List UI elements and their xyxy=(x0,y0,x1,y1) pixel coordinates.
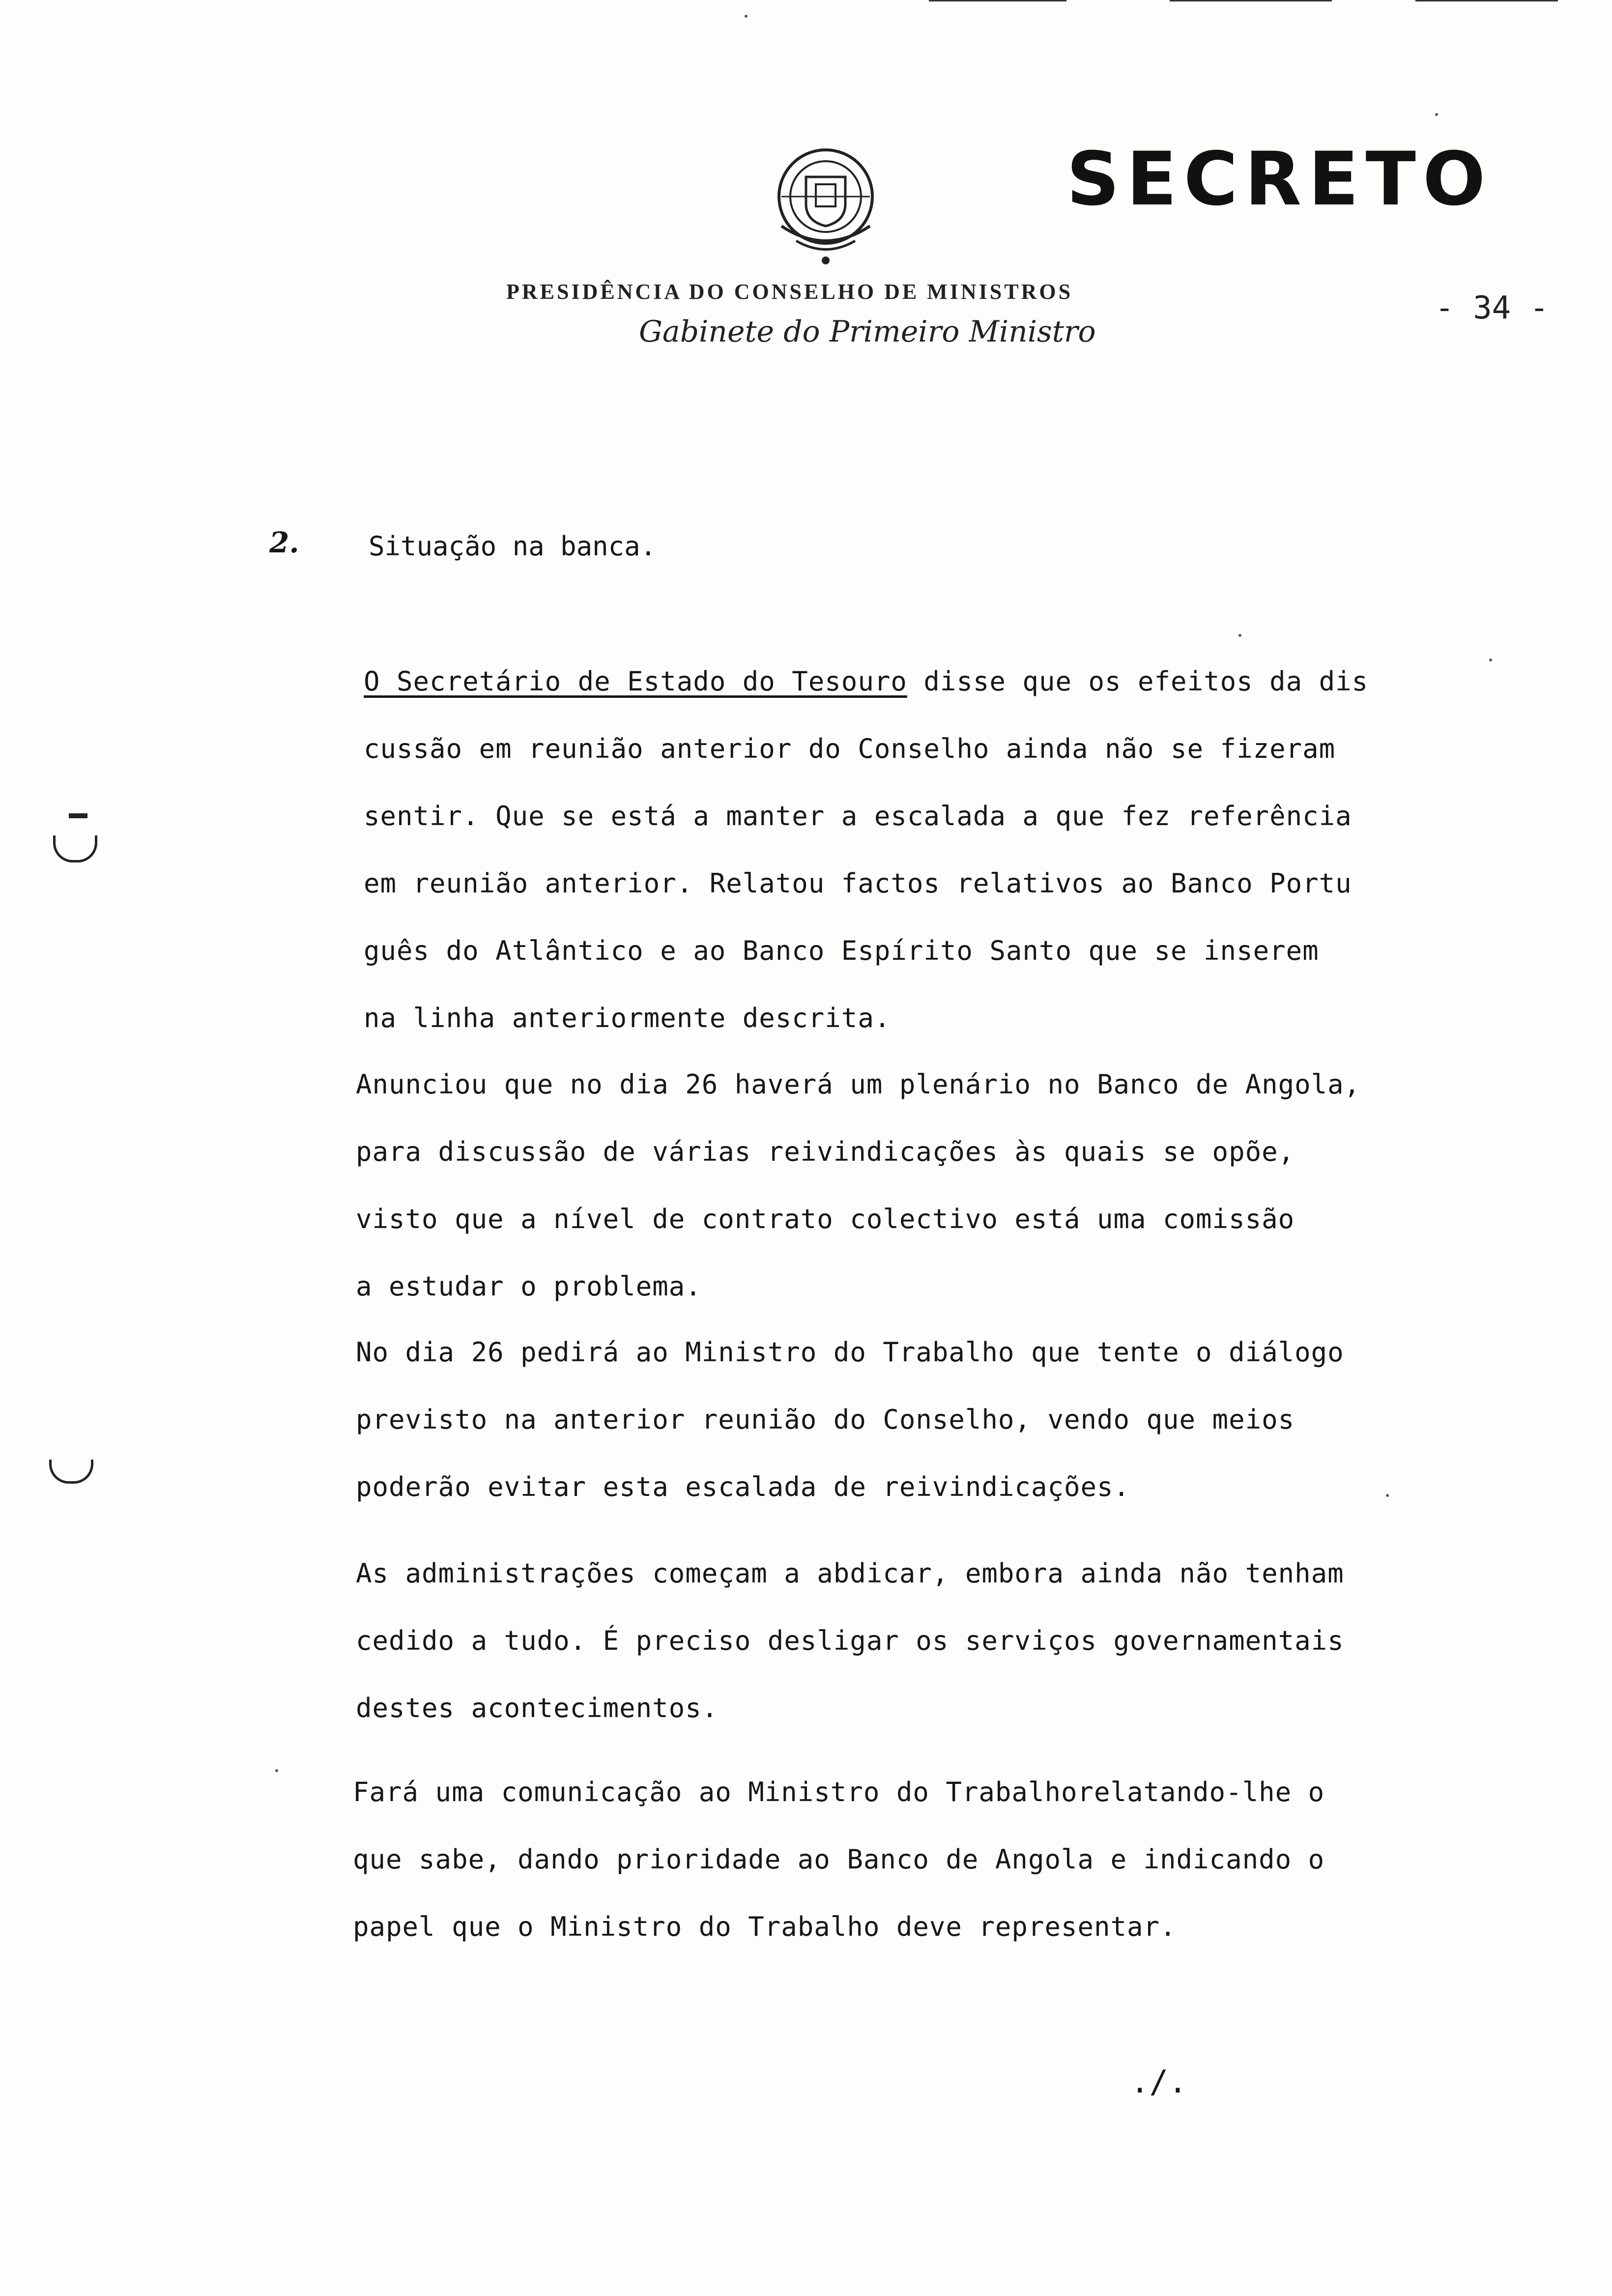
section-number: 2. xyxy=(269,526,299,559)
paragraph-1 xyxy=(364,668,1494,1072)
scan-edge-line xyxy=(929,0,1066,1)
margin-punch-mark xyxy=(49,1460,93,1484)
text-line: No dia 26 pedirá ao Ministro do Trabalho que tente o diálogo xyxy=(356,1337,1344,1368)
subject-name: O Secretário de Estado do Tesouro xyxy=(364,666,907,697)
text-line: para discussão de várias reivindicações às quais se opõe, xyxy=(356,1136,1295,1167)
scan-edge-line xyxy=(1170,0,1332,1)
text-line: As administrações começam a abdicar, embora ainda não tenham xyxy=(356,1558,1344,1589)
continuation-mark: ./. xyxy=(1130,2064,1187,2100)
text-line xyxy=(364,668,1494,736)
text-span: disse que os efeitos da dis xyxy=(907,666,1369,697)
coat-of-arms-seal-icon xyxy=(767,143,885,275)
office-subtitle: Gabinete do Primeiro Ministro xyxy=(639,315,1096,349)
classification-stamp: SECRETO xyxy=(1066,137,1493,222)
text-line: Fará uma comunicação ao Ministro do Trabalhorelatando-lhe o xyxy=(353,1777,1325,1808)
scan-speck xyxy=(1238,634,1241,637)
text-line: em reunião anterior. Relatou factos relativos ao Banco Portu xyxy=(364,868,1352,899)
scan-speck xyxy=(275,1769,278,1772)
paragraph-3 xyxy=(356,1339,1511,1541)
text-line: na linha anteriormente descrita. xyxy=(364,1003,891,1033)
text-line: sentir. Que se está a manter a escalada a que fez referência xyxy=(364,801,1352,832)
section-title: Situação na banca. xyxy=(369,531,657,562)
paragraph-5 xyxy=(353,1779,1508,1981)
scan-edge-line xyxy=(1415,0,1558,1)
page-number: - 34 - xyxy=(1435,290,1549,326)
text-line: que sabe, dando prioridade ao Banco de Angola e indicando o xyxy=(353,1844,1325,1875)
text-line: guês do Atlântico e ao Banco Espírito Santo que se inserem xyxy=(364,935,1319,966)
text-line: Anunciou que no dia 26 haverá um plenário no Banco de Angola, xyxy=(356,1069,1361,1100)
scan-speck xyxy=(745,15,748,18)
scan-speck xyxy=(1435,113,1438,116)
text-line: cussão em reunião anterior do Conselho ainda não se fizeram xyxy=(364,733,1336,764)
scan-speck xyxy=(1489,659,1492,661)
text-line: previsto na anterior reunião do Conselho, vendo que meios xyxy=(356,1404,1295,1435)
paragraph-4 xyxy=(356,1560,1511,1762)
text-line: a estudar o problema. xyxy=(356,1271,702,1302)
office-heading: PRESIDÊNCIA DO CONSELHO DE MINISTROS xyxy=(506,280,1073,304)
margin-dash-mark xyxy=(69,813,87,818)
text-line: destes acontecimentos. xyxy=(356,1693,719,1723)
text-line: papel que o Ministro do Trabalho deve representar. xyxy=(353,1911,1177,1942)
text-line: cedido a tudo. É preciso desligar os serviços governamentais xyxy=(356,1625,1344,1656)
paragraph-2 xyxy=(356,1071,1511,1341)
text-line: visto que a nível de contrato colectivo está uma comissão xyxy=(356,1204,1295,1234)
text-line: poderão evitar esta escalada de reivindicações. xyxy=(356,1471,1130,1502)
margin-punch-mark xyxy=(53,835,97,862)
